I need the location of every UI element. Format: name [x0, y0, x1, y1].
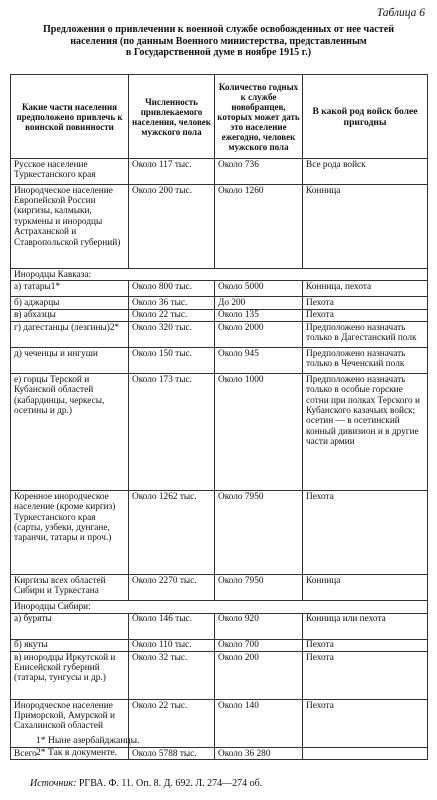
- table-title: [10, 24, 427, 59]
- footnote: 2* Так в документе.: [36, 747, 118, 758]
- recruits-cell: Около 920: [215, 613, 303, 639]
- troop-type-cell: Предположено назначать только в Чеченский полк: [303, 348, 428, 374]
- footnote: 1* Ныне азербайджанцы.: [36, 735, 140, 746]
- source-citation: [30, 778, 262, 789]
- headcount-cell: Около 320 тыс.: [129, 322, 215, 348]
- table-body: [11, 159, 428, 760]
- table-group-row: [11, 269, 428, 281]
- title-line: населения (по данным Военного министерства, представленным: [70, 35, 367, 47]
- table-group-row: [11, 601, 428, 613]
- table-row: [11, 159, 428, 185]
- troop-type-cell: Конница или пехота: [303, 613, 428, 639]
- column-header-troop-type: В какой род войск более пригодны: [303, 75, 428, 159]
- recruits-cell: Около 200: [215, 652, 303, 700]
- recruits-cell: Около 7950: [215, 575, 303, 601]
- recruits-cell: До 200: [215, 297, 303, 309]
- population-cell: г) дагестанцы (лезгины)2*: [11, 322, 129, 348]
- headcount-cell: Около 22 тыс.: [129, 700, 215, 748]
- recruits-cell: Около 1000: [215, 374, 303, 491]
- troop-type-cell: Пехота: [303, 700, 428, 748]
- title-line: Предложения о привлечении к военной службе освобожденных от нее частей: [42, 24, 395, 35]
- table-row: [11, 297, 428, 309]
- recruits-cell: Около 2000: [215, 322, 303, 348]
- table-row: [11, 322, 428, 348]
- headcount-cell: Около 32 тыс.: [129, 652, 215, 700]
- troop-type-cell: Пехота: [303, 639, 428, 651]
- table-row: [11, 491, 428, 575]
- headcount-cell: Около 110 тыс.: [129, 639, 215, 651]
- table-header-row: [11, 75, 428, 159]
- footnotes: [36, 735, 139, 759]
- group-label-cell: Инородцы Кавказа:: [11, 269, 428, 281]
- recruits-cell: Около 140: [215, 700, 303, 748]
- population-cell: б) якуты: [11, 639, 129, 651]
- recruits-cell: Около 5000: [215, 281, 303, 297]
- recruits-cell: Около 135: [215, 309, 303, 321]
- table-row: [11, 281, 428, 297]
- table-row: [11, 185, 428, 269]
- troop-type-cell: Пехота: [303, 491, 428, 575]
- population-cell: Всего: [11, 748, 129, 760]
- recruits-cell: Около 1260: [215, 185, 303, 269]
- table-label: Таблица 6: [376, 7, 425, 19]
- source-label: Источник:: [30, 778, 77, 789]
- headcount-cell: Около 36 тыс.: [129, 297, 215, 309]
- headcount-cell: Около 150 тыс.: [129, 348, 215, 374]
- population-cell: е) горцы Терской и Кубанской областей (кабардинцы, черкесы, осетины и др.): [11, 374, 129, 491]
- column-header-population-part: Какие части населения предположено привлечь к воинской повинности: [11, 75, 129, 159]
- headcount-cell: Около 173 тыс.: [129, 374, 215, 491]
- column-header-recruits: Количество годных к службе новобранцев, которых может дать это население ежегодно, человек мужского пола: [215, 75, 303, 159]
- troop-type-cell: [303, 748, 428, 760]
- population-cell: Инородческое население Приморской, Амурской и Сахалинской областей: [11, 700, 129, 748]
- troop-type-cell: Пехота: [303, 297, 428, 309]
- troop-type-cell: Пехота: [303, 652, 428, 700]
- column-header-headcount: Численность привлекаемого населения, человек мужского пола: [129, 75, 215, 159]
- headcount-cell: Около 146 тыс.: [129, 613, 215, 639]
- headcount-cell: Около 1262 тыс.: [129, 491, 215, 575]
- population-cell: Инородческое население Европейской России (киргизы, калмыки, туркмены и инородцы Астраханской и Ставропольской губерний): [11, 185, 129, 269]
- recruits-cell: Около 736: [215, 159, 303, 185]
- table-row: [11, 652, 428, 700]
- headcount-cell: Около 5788 тыс.: [129, 748, 215, 760]
- population-cell: а) татары1*: [11, 281, 129, 297]
- population-cell: в) инородцы Иркутской и Енисейской губерний (татары, тунгусы и др.): [11, 652, 129, 700]
- recruits-cell: Около 700: [215, 639, 303, 651]
- troop-type-cell: Предположено назначать только в Дагестанский полк: [303, 322, 428, 348]
- table-row: [11, 575, 428, 601]
- population-cell: в) абхазцы: [11, 309, 129, 321]
- headcount-cell: Около 2270 тыс.: [129, 575, 215, 601]
- data-table: [10, 74, 428, 760]
- population-cell: Киргизы всех областей Сибири и Туркестана: [11, 575, 129, 601]
- population-cell: Коренное инородческое население (кроме киргиз) Туркестанского края (сарты, узбеки, дунгане, таранчи, татары и проч.): [11, 491, 129, 575]
- table-row: [11, 639, 428, 651]
- headcount-cell: Около 800 тыс.: [129, 281, 215, 297]
- title-line: в Государственной думе в ноябре 1915 г.): [125, 47, 312, 59]
- headcount-cell: Около 117 тыс.: [129, 159, 215, 185]
- population-cell: б) аджарцы: [11, 297, 129, 309]
- troop-type-cell: Конница: [303, 575, 428, 601]
- group-label-cell: Инородцы Сибири:: [11, 601, 428, 613]
- population-cell: а) буряты: [11, 613, 129, 639]
- table-row: [11, 613, 428, 639]
- troop-type-cell: Конница: [303, 185, 428, 269]
- headcount-cell: Около 200 тыс.: [129, 185, 215, 269]
- population-cell: д) чеченцы и ингуши: [11, 348, 129, 374]
- recruits-cell: Около 945: [215, 348, 303, 374]
- recruits-cell: Около 36 280: [215, 748, 303, 760]
- troop-type-cell: Пехота: [303, 309, 428, 321]
- headcount-cell: Около 22 тыс.: [129, 309, 215, 321]
- troop-type-cell: Все рода войск: [303, 159, 428, 185]
- troop-type-cell: Конница, пехота: [303, 281, 428, 297]
- population-cell: Русское население Туркестанского края: [11, 159, 129, 185]
- troop-type-cell: Предположено назначать только в особые горские сотни при полках Терского и Кубанского казачьих войск; осетин — в осетинский конный дивизион и в другие части армии: [303, 374, 428, 491]
- table-row: [11, 309, 428, 321]
- table-row: [11, 374, 428, 491]
- table-row: [11, 348, 428, 374]
- source-text: РГВА. Ф. 11. Оп. 8. Д. 692. Л. 274—274 об.: [78, 778, 263, 789]
- recruits-cell: Около 7950: [215, 491, 303, 575]
